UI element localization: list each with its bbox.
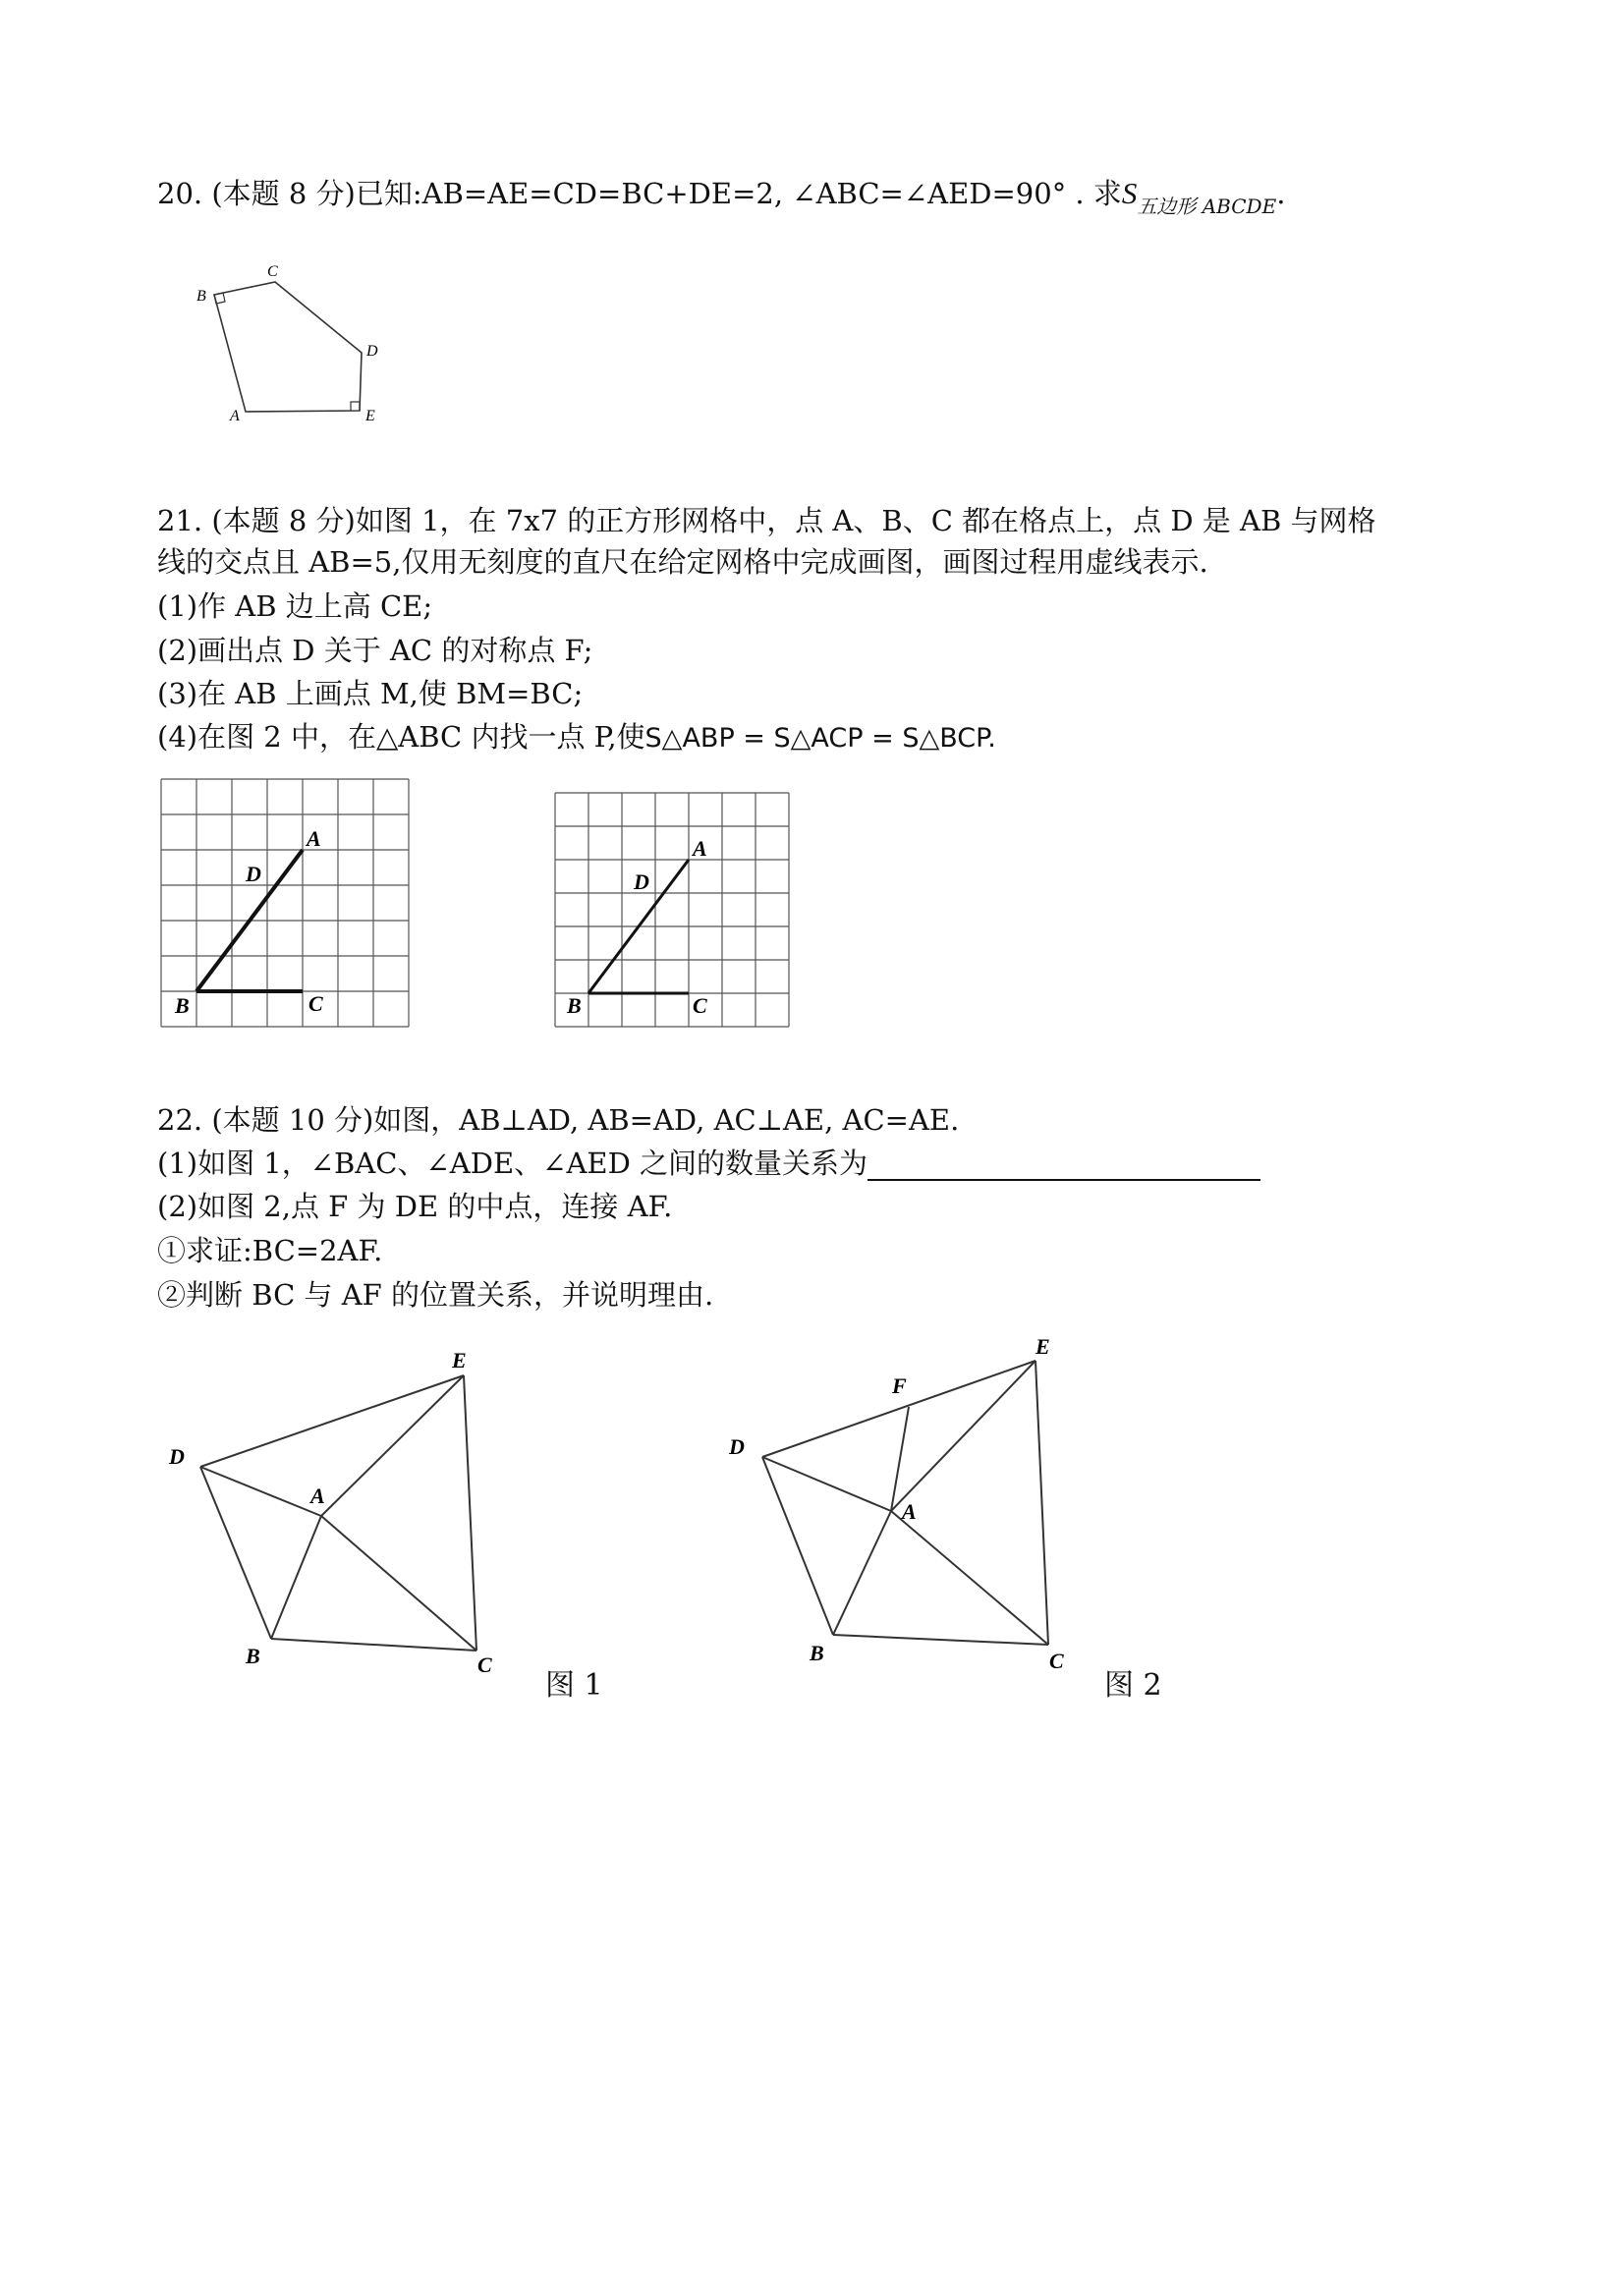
question-21-item2: (2)画出点 D 关于 AC 的对称点 F; (157, 634, 593, 667)
question-20-text: 20. (本题 8 分)已知:AB=AE=CD=BC+DE=2, ∠ABC=∠AED=90° . 求 (157, 177, 1122, 210)
figure-2-caption: 图 2 (1104, 1668, 1162, 1703)
question-21-line2: 线的交点且 AB=5,仅用无刻度的直尺在给定网格中完成画图，画图过程用虚线表示. (157, 545, 1208, 579)
fig2-label-c: C (1049, 1649, 1064, 1673)
grid1-label-a: A (307, 826, 321, 851)
fig1-label-c: C (477, 1652, 492, 1677)
question-22-item1-text: (1)如图 1，∠BAC、∠ADE、∠AED 之间的数量关系为 (157, 1147, 868, 1180)
question-22-item2: (2)如图 2,点 F 为 DE 的中点，连接 AF. (157, 1190, 673, 1223)
grid2-label-a: A (693, 836, 707, 861)
grid2-label-b: B (567, 993, 582, 1018)
question-21-line1: 21. (本题 8 分)如图 1，在 7x7 的正方形网格中，点 A、B、C 都在格点上，点 D 是 AB 与网格 (157, 504, 1376, 537)
grid1-label-d: D (246, 862, 261, 886)
question-22-line1: 22. (本题 10 分)如图，AB⊥AD, AB=AD, AC⊥AE, AC=AE. (157, 1103, 960, 1137)
question-22-item4: ②判断 BC 与 AF 的位置关系，并说明理由. (157, 1278, 714, 1312)
fig1-label-b: B (246, 1644, 260, 1668)
question-21-item1: (1)作 AB 边上高 CE; (157, 589, 433, 623)
pent-label-e: E (365, 408, 375, 424)
figure-1-caption: 图 1 (545, 1668, 603, 1703)
fig2-label-b: B (810, 1641, 824, 1665)
question-21-item3: (3)在 AB 上画点 M,使 BM=BC; (157, 677, 584, 710)
pent-label-d: D (366, 343, 378, 360)
grid2-label-c: C (693, 993, 707, 1018)
question-22-item3: ①求证:BC=2AF. (157, 1234, 383, 1267)
fig2-label-d: D (729, 1434, 745, 1459)
fig2-label-a: A (902, 1499, 917, 1524)
fig1-label-d: D (169, 1444, 185, 1469)
question-21-item4-prefix: (4)在图 2 中，在△ABC 内找一点 P,使 (157, 720, 645, 754)
area-equation: S△ABP = S△ACP = S△BCP. (644, 723, 996, 754)
area-symbol: S (1121, 176, 1138, 210)
fig1-label-a: A (310, 1484, 325, 1508)
grid1-label-c: C (308, 991, 323, 1016)
grid2-label-d: D (634, 869, 649, 894)
fig2-label-f: F (892, 1373, 907, 1398)
fig2-label-e: E (1035, 1334, 1050, 1359)
pent-label-a: A (230, 408, 240, 424)
pent-label-c: C (267, 263, 278, 280)
fig1-label-e: E (452, 1348, 467, 1372)
question-20-end: . (1276, 177, 1286, 210)
pent-label-b: B (196, 288, 206, 305)
grid1-label-b: B (175, 993, 190, 1018)
area-subscript: 五边形 ABCDE (1137, 195, 1277, 218)
